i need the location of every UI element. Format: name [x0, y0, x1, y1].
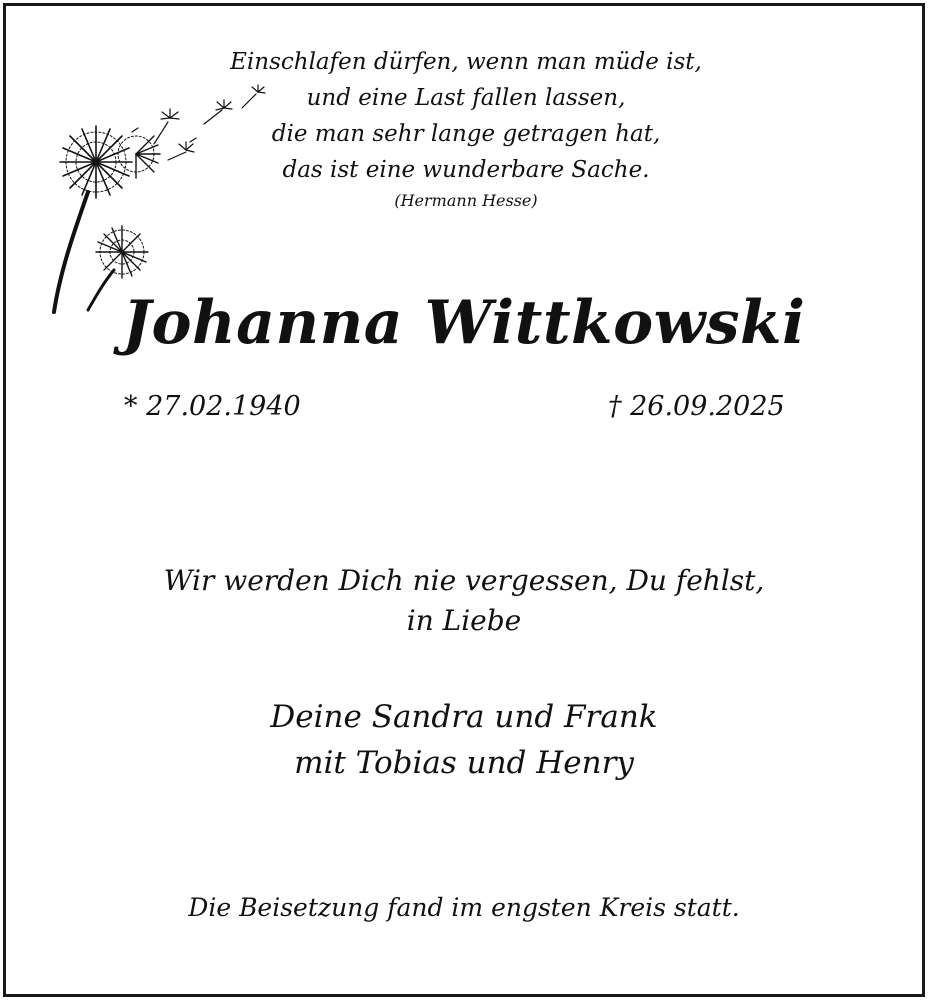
- burial-notice: Die Beisetzung fand im engsten Kreis statt.: [188, 893, 740, 922]
- birth-date: * 27.02.1940: [124, 391, 301, 422]
- farewell-message: [6, 561, 922, 641]
- poem: [206, 44, 726, 214]
- family-line: Deine Sandra und Frank: [270, 699, 658, 735]
- family-signature: [6, 694, 922, 786]
- poem-line: die man sehr lange getragen hat,: [271, 121, 661, 147]
- poem-line: und eine Last fallen lassen,: [306, 85, 626, 111]
- deceased-name: Johanna Wittkowski: [122, 288, 806, 358]
- obituary-frame: [3, 3, 925, 997]
- poem-line: Einschlafen dürfen, wenn man müde ist,: [230, 49, 702, 75]
- farewell-line: in Liebe: [406, 604, 522, 637]
- poem-author: (Hermann Hesse): [394, 191, 538, 210]
- family-line: mit Tobias und Henry: [294, 745, 634, 781]
- death-date: † 26.09.2025: [608, 391, 785, 422]
- farewell-line: Wir werden Dich nie vergessen, Du fehlst,: [163, 564, 765, 597]
- poem-line: das ist eine wunderbare Sache.: [282, 157, 650, 183]
